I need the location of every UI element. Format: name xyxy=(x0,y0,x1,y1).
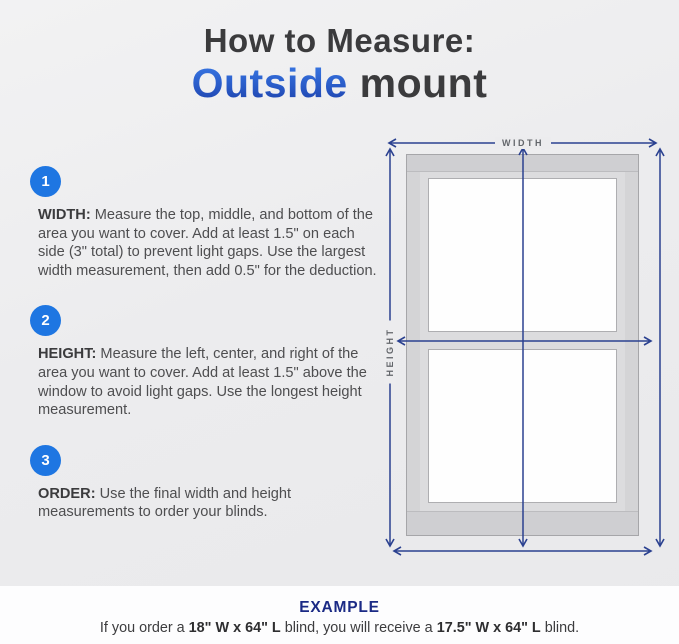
step-3-order xyxy=(30,445,382,522)
measurement-arrows xyxy=(378,128,674,588)
step-2-badge: 2 xyxy=(30,305,61,336)
step-2-label: HEIGHT: xyxy=(38,346,97,363)
step-1-width xyxy=(30,166,382,280)
step-2-body: Measure the left, center, and right of the area you want to cover. Add at least 1.5" above the window to avoid light gaps. Use the longest height measurement. xyxy=(38,346,367,419)
height-dimension-label: HEIGHT xyxy=(384,320,396,383)
step-2-text xyxy=(30,345,382,419)
step-3-body: Use the final width and height measurements to order your blinds. xyxy=(38,485,292,521)
step-3-label: ORDER: xyxy=(38,485,96,502)
title-suffix-mount: mount xyxy=(347,59,488,106)
step-3-text xyxy=(30,485,382,522)
title-accent-outside: Outside xyxy=(191,59,348,106)
example-middle: blind, you will receive a xyxy=(280,620,437,636)
instruction-steps xyxy=(30,166,382,547)
example-ordered-size: 18" W x 64" L xyxy=(188,620,281,636)
step-3-badge: 3 xyxy=(30,445,61,476)
example-footer xyxy=(0,586,679,644)
example-sentence xyxy=(0,620,679,636)
step-1-badge: 1 xyxy=(30,166,61,197)
title-line-2 xyxy=(0,59,679,106)
step-1-label: WIDTH: xyxy=(38,207,91,223)
example-heading: EXAMPLE xyxy=(299,599,380,616)
example-received-size: 17.5" W x 64" L xyxy=(436,620,541,636)
step-1-text xyxy=(30,206,382,280)
page-title xyxy=(0,24,679,105)
step-2-height xyxy=(30,305,382,419)
width-dimension-label: WIDTH xyxy=(495,137,551,149)
step-1-body: Measure the top, middle, and bottom of the area you want to cover. Add at least 1.5" on each side (3" total) to prevent light gaps. Use the largest width measurement, then add 0.5" for the deduction. xyxy=(38,207,377,279)
example-prefix: If you order a xyxy=(99,620,189,636)
window-measurement-diagram xyxy=(378,128,674,588)
title-line-1: How to Measure: xyxy=(203,22,476,59)
example-suffix: blind. xyxy=(540,620,580,636)
